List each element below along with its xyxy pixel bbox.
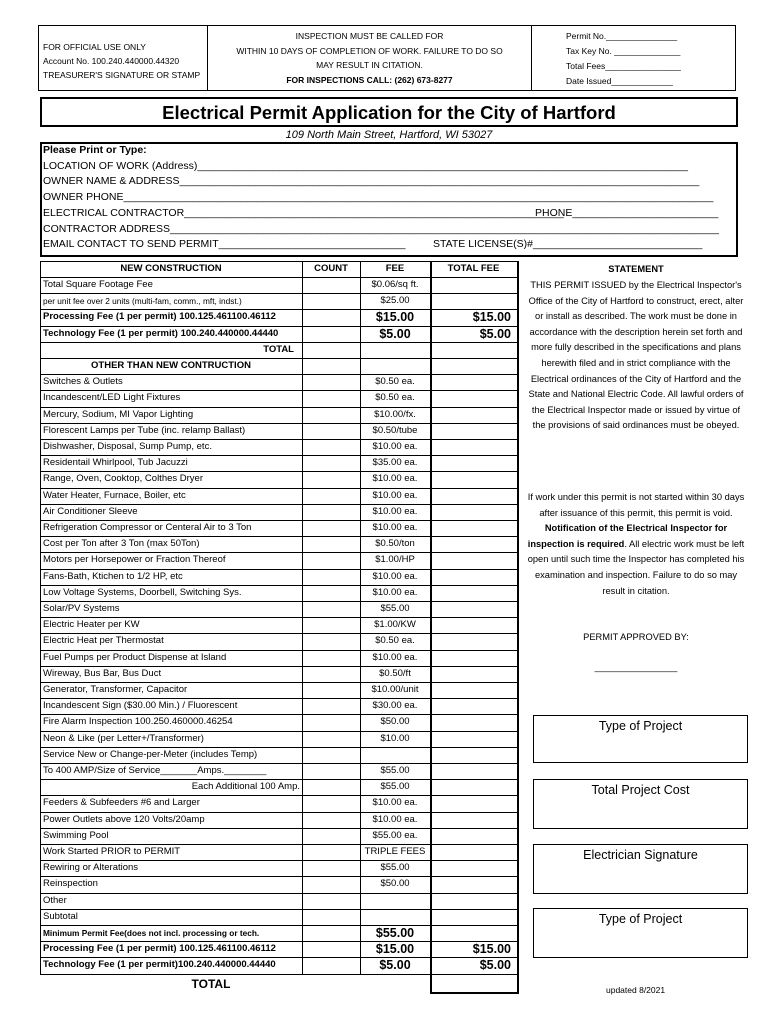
count-input[interactable] — [302, 277, 360, 293]
total-fee-value[interactable] — [430, 277, 511, 293]
subtotal-label: TOTAL — [263, 343, 294, 355]
count-input[interactable] — [302, 601, 360, 617]
table-rule — [40, 504, 517, 505]
total-fee-value[interactable] — [430, 844, 511, 860]
account-number: Account No. 100.240.440000.44320 — [43, 56, 180, 66]
owner-phone-field[interactable]: OWNER PHONE_____________________________________________________________________________________________________ — [43, 191, 714, 204]
total-fee-value[interactable] — [430, 390, 511, 406]
table-rule — [40, 650, 517, 651]
fee-value: $10.00/fx. — [374, 408, 416, 420]
total-fee-value[interactable] — [430, 828, 511, 844]
fee-value: $1.00/HP — [375, 554, 415, 566]
total-fee-value[interactable] — [430, 601, 511, 617]
count-input[interactable] — [302, 439, 360, 455]
fee-row-label: Florescent Lamps per Tube (inc. relamp Ballast) — [43, 424, 246, 436]
count-input[interactable] — [302, 585, 360, 601]
total-fee-value[interactable] — [430, 536, 511, 552]
fee-row-label: Fans-Bath, Ktichen to 1/2 HP, etc — [43, 570, 183, 582]
inspection-notice-line: WITHIN 10 DAYS OF COMPLETION OF WORK. FAILURE TO DO SO — [236, 45, 503, 56]
fee-row-label: Processing Fee (1 per permit) 100.125.461100.46112 — [43, 943, 276, 955]
count-input[interactable] — [302, 374, 360, 390]
total-fee-value[interactable] — [430, 747, 511, 763]
total-fees-field[interactable]: Total Fees________________ — [566, 61, 681, 71]
fee-value: $55.00 — [380, 781, 410, 793]
fee-row-label: Other — [43, 894, 67, 906]
fee-row-label: Incandescent/LED Light Fixtures — [43, 392, 181, 404]
table-rule — [40, 585, 517, 586]
table-rule — [40, 633, 517, 634]
count-input[interactable] — [302, 714, 360, 730]
total-fee-value[interactable] — [430, 488, 511, 504]
fee-row-label: Subtotal — [43, 910, 78, 922]
total-fee-value[interactable] — [430, 860, 511, 876]
count-input[interactable] — [302, 326, 360, 342]
total-fee-value[interactable] — [430, 585, 511, 601]
notification-required-text: Notification of the Electrical Inspector for inspection is required — [527, 523, 728, 549]
count-input[interactable] — [302, 569, 360, 585]
count-input[interactable] — [302, 650, 360, 666]
total-fee-value[interactable] — [430, 698, 511, 714]
official-use-box — [38, 25, 208, 91]
fee-value: $1.00/KW — [374, 619, 416, 631]
table-rule — [40, 844, 517, 845]
count-input[interactable] — [302, 860, 360, 876]
count-input[interactable] — [302, 309, 360, 325]
fee-value: $10.00 — [380, 732, 410, 744]
table-rule — [40, 390, 517, 391]
table-rule — [40, 763, 517, 764]
count-input[interactable] — [302, 957, 360, 973]
count-header: COUNT — [314, 263, 348, 274]
table-rule — [40, 876, 517, 877]
table-rule — [430, 261, 432, 992]
permit-info-box — [531, 25, 736, 91]
count-input[interactable] — [302, 407, 360, 423]
count-input[interactable] — [302, 731, 360, 747]
fee-row-label: Residentail Whirlpool, Tub Jacuzzi — [43, 457, 188, 469]
table-rule — [40, 261, 517, 262]
total-fee-value[interactable] — [430, 763, 511, 779]
fee-row-label: Wireway, Bus Bar, Bus Duct — [43, 667, 162, 679]
count-input[interactable] — [302, 633, 360, 649]
table-rule — [40, 439, 517, 440]
count-input[interactable] — [302, 763, 360, 779]
total-fee-value[interactable] — [430, 876, 511, 892]
table-rule — [40, 488, 517, 489]
final-total-input[interactable] — [430, 974, 517, 990]
inspection-notice-line: MAY RESULT IN CITATION. — [316, 60, 423, 70]
count-input[interactable] — [302, 844, 360, 860]
fee-row-label: Service New or Change-per-Meter (includes Temp) — [43, 748, 258, 760]
total-fee-value[interactable] — [430, 812, 511, 828]
count-input[interactable] — [302, 455, 360, 471]
total-fee-value[interactable] — [430, 731, 511, 747]
table-rule — [40, 536, 517, 537]
fee-row-label: Feeders & Subfeeders #6 and Larger — [43, 797, 200, 809]
count-input[interactable] — [302, 925, 360, 941]
title-banner — [40, 97, 738, 127]
count-input[interactable] — [302, 536, 360, 552]
fee-value: $0.50/ton — [375, 538, 415, 550]
total-fee-value[interactable] — [430, 569, 511, 585]
table-rule — [40, 666, 517, 667]
total-fee-value[interactable]: $15.00 — [472, 310, 511, 325]
count-input[interactable] — [302, 941, 360, 957]
electrician-signature-box[interactable]: Electrician Signature — [533, 844, 748, 894]
count-input[interactable] — [302, 747, 360, 763]
fee-value: $55.00 — [380, 603, 410, 614]
table-rule — [40, 893, 517, 894]
fee-value: $15.00 — [375, 310, 415, 325]
total-fee-value[interactable] — [430, 455, 511, 471]
table-rule — [40, 455, 517, 456]
type-of-project-box[interactable]: Type of Project — [533, 715, 748, 763]
count-input[interactable] — [302, 293, 360, 309]
count-input[interactable] — [302, 779, 360, 795]
table-rule — [40, 812, 517, 813]
total-fee-value[interactable] — [430, 925, 511, 941]
fee-row-label: Water Heater, Furnace, Boiler, etc — [43, 489, 186, 501]
count-input[interactable] — [302, 423, 360, 439]
table-rule — [40, 779, 517, 780]
fee-value: $10.00 ea. — [372, 797, 418, 809]
fee-row-label: Each Additional 100 Amp. — [191, 781, 300, 793]
statement-paragraph-1: THIS PERMIT ISSUED by the Electrical Inspector's Office of the City of Hartford to construct, erect, alter or install as described. The work must be done in accordance with the description herein set forth and more fully described in the specifications and plans herewith filed and in strict compliance with the Electrical ordinances of the City of Hartford and the State and National Electric Code. All lawful orders of the Electrical Inspector made or issued by virtue of the provisions of said ordinances must be obeyed. — [528, 280, 744, 431]
fee-value: $10.00 ea. — [372, 505, 418, 517]
fee-row-label: Solar/PV Systems — [43, 603, 120, 614]
fee-value: $50.00 — [380, 716, 410, 728]
fee-value: $10.00 ea. — [372, 651, 418, 663]
fee-value: $5.00 — [379, 326, 411, 341]
total-fee-value[interactable]: $15.00 — [472, 942, 511, 957]
date-issued-field[interactable]: Date Issued_____________ — [566, 76, 673, 86]
fee-row-label: Work Started PRIOR to PERMIT — [43, 846, 181, 857]
total-fee-value[interactable]: $5.00 — [479, 958, 511, 973]
count-input[interactable] — [302, 795, 360, 811]
fee-row-label: Neon & Like (per Letter+/Transformer) — [43, 732, 204, 744]
count-input[interactable] — [302, 876, 360, 892]
fee-row-label: Motors per Horsepower or Fraction Thereof — [43, 554, 226, 566]
table-rule — [40, 698, 517, 699]
fee-row-label: Dishwasher, Disposal, Sump Pump, etc. — [43, 441, 212, 452]
permit-number-field[interactable]: Permit No._______________ — [566, 31, 678, 41]
table-rule — [40, 261, 41, 974]
table-rule — [40, 731, 517, 732]
city-address: 109 North Main Street, Hartford, WI 53027 — [285, 129, 493, 141]
table-rule — [40, 423, 517, 424]
fee-row-label: Refrigeration Compressor or Centeral Air to 3 Ton — [43, 522, 252, 533]
statement-paragraph-2 — [527, 490, 745, 599]
table-rule — [302, 261, 303, 974]
fee-value: $10.00 ea. — [372, 813, 418, 825]
fee-value: $55.00 — [375, 926, 415, 940]
owner-name-field[interactable]: OWNER NAME & ADDRESS_________________________________________________________________________________________ — [43, 175, 700, 188]
fee-value: $55.00 — [380, 765, 410, 776]
table-rule — [40, 407, 517, 408]
fee-value: $0.50/tube — [372, 424, 418, 436]
fee-value: $35.00 ea. — [372, 457, 418, 469]
total-fee-value[interactable] — [430, 439, 511, 455]
count-input[interactable] — [302, 471, 360, 487]
fee-row-label: Total Square Footage Fee — [43, 279, 153, 290]
fee-row-label: Generator, Transformer, Capacitor — [43, 684, 188, 695]
total-fee-value[interactable] — [430, 666, 511, 682]
fee-value: $0.50/ft — [379, 667, 411, 679]
total-fee-value[interactable] — [430, 909, 511, 925]
fee-row-label: Mercury, Sodium, MI Vapor Lighting — [43, 408, 194, 420]
fee-row-label: Power Outlets above 120 Volts/20amp — [43, 813, 205, 825]
table-rule — [40, 795, 517, 796]
table-rule — [40, 309, 517, 310]
count-input[interactable] — [302, 504, 360, 520]
inspection-phone: FOR INSPECTIONS CALL: (262) 673-8277 — [286, 74, 453, 85]
print-instruction: Please Print or Type: — [43, 144, 147, 156]
total-fee-value[interactable] — [430, 795, 511, 811]
fee-value: $25.00 — [380, 295, 410, 307]
total-fee-value[interactable] — [430, 779, 511, 795]
fee-value: $10.00/unit — [371, 684, 419, 695]
total-fee-value[interactable] — [430, 633, 511, 649]
fee-row-label: Technology Fee (1 per permit)100.240.440000.44440 — [43, 959, 276, 971]
fee-row-label: Switches & Outlets — [43, 376, 123, 388]
fee-value: $10.00 ea. — [372, 473, 418, 485]
fee-row-label: Range, Oven, Cooktop, Colthes Dryer — [43, 473, 203, 485]
total-fee-value[interactable] — [430, 471, 511, 487]
total-fee-value[interactable] — [430, 552, 511, 568]
table-rule — [40, 909, 517, 910]
table-rule — [40, 569, 517, 570]
total-fee-value[interactable] — [430, 520, 511, 536]
total-fee-value[interactable] — [430, 714, 511, 730]
other-than-new-header: OTHER THAN NEW CONTRUCTION — [91, 360, 251, 371]
table-rule — [517, 261, 519, 992]
total-fee-value[interactable] — [430, 504, 511, 520]
updated-date: updated 8/2021 — [606, 985, 666, 995]
fee-value: $50.00 — [380, 878, 410, 890]
total-fee-value[interactable] — [430, 407, 511, 423]
page-title: Electrical Permit Application for the City of Hartford — [162, 102, 616, 123]
fee-value: $10.00 ea. — [372, 441, 418, 452]
fee-value: $0.50 ea. — [375, 392, 415, 404]
fee-row-label: Processing Fee (1 per permit) 100.125.461100.46112 — [43, 311, 276, 323]
fee-row-label: Low Voltage Systems, Doorbell, Switching Sys. — [43, 586, 242, 598]
official-use-line: FOR OFFICIAL USE ONLY — [43, 42, 146, 52]
fee-row-label: To 400 AMP/Size of Service_______Amps.________ — [43, 765, 267, 776]
total-fee-value[interactable] — [430, 374, 511, 390]
new-construction-header: NEW CONSTRUCTION — [120, 263, 222, 274]
statement-heading: STATEMENT — [608, 264, 664, 274]
fee-row-label: Cost per Ton after 3 Ton (max 50Ton) — [43, 538, 200, 550]
fee-row-label: Fuel Pumps per Product Dispense at Island — [43, 651, 227, 663]
table-rule — [40, 471, 517, 472]
permit-approved-label: PERMIT APPROVED BY: — [583, 632, 689, 642]
count-input[interactable] — [302, 488, 360, 504]
electrical-contractor-field[interactable]: ELECTRICAL CONTRACTOR_________________________________________________________________ — [43, 206, 564, 219]
email-contact-field[interactable]: EMAIL CONTACT TO SEND PERMIT________________________________ — [43, 238, 406, 251]
fee-value: TRIPLE FEES — [364, 846, 426, 857]
contractor-address-field[interactable]: CONTRACTOR ADDRESS______________________________________________________________________________________________ — [43, 222, 719, 235]
table-rule — [40, 374, 517, 375]
new-construction-total-input[interactable] — [430, 342, 517, 358]
count-input[interactable] — [302, 828, 360, 844]
count-input[interactable] — [302, 390, 360, 406]
fee-value: $55.00 — [380, 862, 410, 874]
fee-row-label: Rewiring or Alterations — [43, 862, 139, 874]
approver-signature-line[interactable]: ________________ — [594, 662, 678, 672]
table-rule — [40, 747, 517, 748]
fee-row-label: Technology Fee (1 per permit) 100.240.440000.44440 — [43, 327, 279, 339]
table-rule — [40, 601, 517, 602]
total-fee-value[interactable] — [430, 650, 511, 666]
contractor-phone-field[interactable]: PHONE_________________________ — [535, 206, 719, 219]
count-input[interactable] — [302, 520, 360, 536]
count-input[interactable] — [302, 617, 360, 633]
fee-value: $55.00 ea. — [372, 829, 418, 841]
total-project-cost-box[interactable]: Total Project Cost — [533, 779, 748, 829]
table-rule — [40, 277, 517, 278]
count-input[interactable] — [302, 682, 360, 698]
table-rule — [40, 520, 517, 521]
type-of-project-box-2[interactable]: Type of Project — [533, 908, 748, 958]
table-rule — [40, 326, 517, 327]
count-input[interactable] — [302, 552, 360, 568]
table-rule — [40, 925, 517, 926]
fee-value: $10.00 ea. — [372, 570, 418, 582]
statement-continued-text: . All electric work must be left open until such time the Inspector has completed his examination and inspection. Failure to do so may result in citation. — [527, 538, 745, 596]
table-rule — [40, 860, 517, 861]
total-fee-value[interactable] — [430, 293, 511, 309]
table-rule — [40, 682, 517, 683]
fee-value: $10.00 ea. — [372, 586, 418, 598]
total-fee-value[interactable] — [430, 893, 511, 909]
fee-value: $0.50 ea. — [375, 376, 415, 388]
fee-row-label: Minimum Permit Fee(does not incl. processing or tech. — [43, 928, 260, 938]
total-fee-value[interactable] — [430, 423, 511, 439]
inspection-notice-line: INSPECTION MUST BE CALLED FOR — [295, 31, 444, 41]
total-fee-header: TOTAL FEE — [447, 263, 500, 274]
fee-value: $0.50 ea. — [375, 635, 415, 647]
fee-header: FEE — [385, 263, 405, 274]
fee-row-label: Electric Heat per Thermostat — [43, 635, 164, 647]
inspection-notice-box — [207, 25, 532, 91]
fee-value: $5.00 — [379, 958, 411, 973]
count-input[interactable] — [302, 812, 360, 828]
count-input[interactable] — [302, 698, 360, 714]
fee-value: $15.00 — [375, 942, 415, 957]
state-license-field[interactable]: STATE LICENSE(S)#_____________________________ — [433, 238, 703, 251]
treasurer-signature: TREASURER'S SIGNATURE OR STAMP — [43, 70, 201, 80]
fee-row-label: Air Conditioner Sleeve — [43, 505, 138, 517]
count-input[interactable] — [302, 666, 360, 682]
fee-row-label: Incandescent Sign ($30.00 Min.) / Fluorescent — [43, 700, 238, 712]
table-rule — [360, 261, 361, 974]
fee-value: $30.00 ea. — [372, 700, 418, 712]
table-rule — [40, 941, 517, 942]
fee-row-label: per unit fee over 2 units (multi-fam, comm., mft, indst.) — [43, 296, 242, 307]
fee-row-label: Electric Heater per KW — [43, 619, 140, 631]
table-rule — [40, 828, 517, 829]
tax-key-field[interactable]: Tax Key No. ______________ — [566, 46, 681, 56]
table-rule — [40, 957, 517, 958]
total-fee-value[interactable] — [430, 617, 511, 633]
permit-void-text: If work under this permit is not started within 30 days after issuance of this permit, this permit is void. — [527, 492, 745, 518]
table-rule — [430, 992, 519, 994]
fee-value: $0.06/sq ft. — [371, 279, 419, 290]
total-fee-value[interactable] — [430, 682, 511, 698]
total-fee-value[interactable]: $5.00 — [479, 326, 511, 341]
fee-value: $10.00 ea. — [372, 489, 418, 501]
table-rule — [40, 714, 517, 715]
final-total-label: TOTAL — [191, 976, 231, 991]
table-rule — [40, 552, 517, 553]
fee-row-label: Fire Alarm Inspection 100.250.460000.46254 — [43, 716, 233, 728]
fee-row-label: Reinspection — [43, 878, 98, 890]
fee-value: $10.00 ea. — [372, 522, 418, 533]
table-rule — [40, 293, 517, 294]
table-rule — [40, 617, 517, 618]
count-input[interactable] — [302, 893, 360, 909]
location-of-work-field[interactable]: LOCATION OF WORK (Address)____________________________________________________________________________________ — [43, 159, 688, 172]
count-input[interactable] — [302, 909, 360, 925]
fee-row-label: Swimming Pool — [43, 829, 109, 841]
